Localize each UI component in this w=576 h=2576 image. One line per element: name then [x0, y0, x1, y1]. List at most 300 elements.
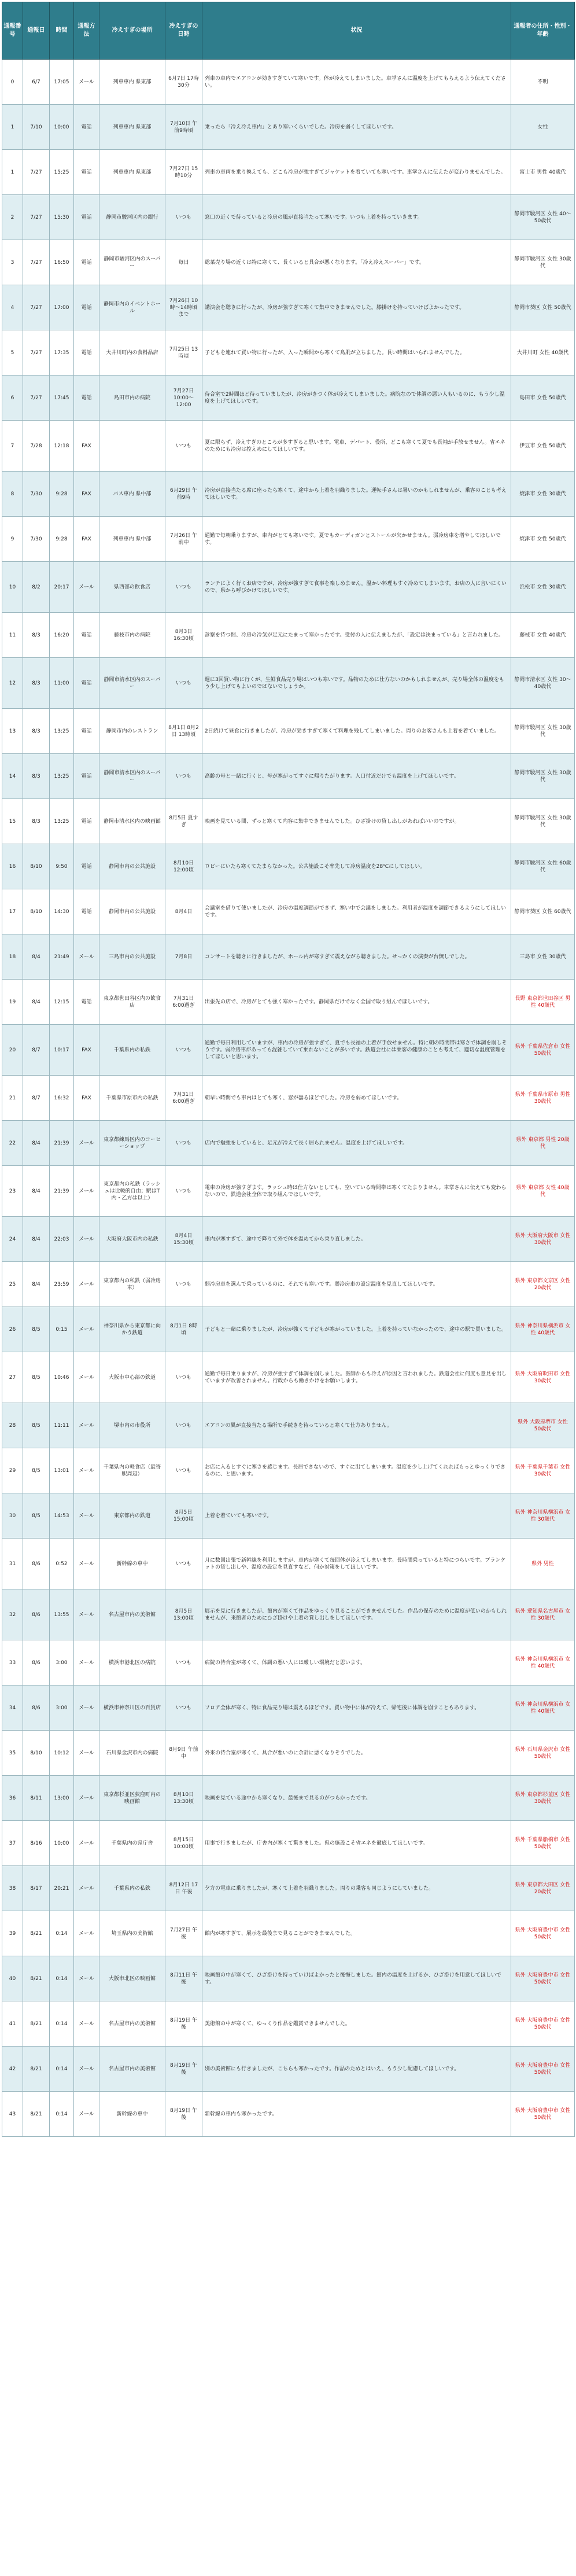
cell-no: 25	[2, 1262, 23, 1307]
cell-place: 大阪市中心部の鉄道	[99, 1352, 165, 1403]
cell-no: 33	[2, 1640, 23, 1686]
cell-time: 10:00	[50, 1821, 74, 1866]
cell-no: 32	[2, 1589, 23, 1640]
cell-method: メール	[74, 1121, 99, 1166]
table-row	[2, 1589, 575, 1640]
cell-when: 8月19日 午後	[165, 2001, 202, 2047]
cell-time: 21:49	[50, 934, 74, 980]
cell-time: 17:00	[50, 285, 74, 330]
cell-when: いつも	[165, 195, 202, 240]
cell-when: 7月26日 10時～14時頃まで	[165, 285, 202, 330]
cell-method: メール	[74, 1307, 99, 1352]
cell-place: 静岡市清水区内のスーパー	[99, 754, 165, 799]
cell-time: 10:12	[50, 1731, 74, 1776]
cell-time: 9:28	[50, 517, 74, 562]
cell-method: メール	[74, 1589, 99, 1640]
cell-reporter: 県外 男性	[511, 1539, 575, 1589]
cell-date: 8/4	[23, 1262, 50, 1307]
cell-no: 5	[2, 330, 23, 376]
cell-when: 6月7日 17時30分	[165, 60, 202, 105]
cell-place: 埼玉県内の美術館	[99, 1911, 165, 1956]
cell-method: 電話	[74, 613, 99, 658]
cell-method: メール	[74, 1448, 99, 1493]
cell-time: 17:35	[50, 330, 74, 376]
cell-date: 7/27	[23, 285, 50, 330]
cell-place: 新幹線の車中	[99, 1539, 165, 1589]
cell-time: 10:00	[50, 105, 74, 150]
cell-method: メール	[74, 1776, 99, 1821]
cell-time: 14:53	[50, 1493, 74, 1539]
cell-time: 17:05	[50, 60, 74, 105]
table-row	[2, 1821, 575, 1866]
cell-date: 7/27	[23, 376, 50, 421]
cell-no: 19	[2, 980, 23, 1025]
cell-status: 朝早い時間でも車内はとても寒く、窓が曇るほどでした。冷房を弱めてほしいです。	[202, 1076, 511, 1121]
table-row	[2, 285, 575, 330]
cell-when: 8月10日 13:30頃	[165, 1776, 202, 1821]
cell-when: 8月5日 夏すぎ	[165, 799, 202, 844]
cell-place: 東京都内の私鉄（弱冷房車）	[99, 1262, 165, 1307]
cell-date: 8/3	[23, 709, 50, 754]
table-row	[2, 105, 575, 150]
cell-place: 東京都内の私鉄（ラッシュは比較的自由；駅はT内・乙方は以上）	[99, 1166, 165, 1217]
cell-time: 0:52	[50, 1539, 74, 1589]
table-row	[2, 421, 575, 472]
cell-date: 8/3	[23, 799, 50, 844]
cell-method: メール	[74, 1262, 99, 1307]
cell-place: 東京都練馬区内のコーヒーショップ	[99, 1121, 165, 1166]
header-status: 状況	[202, 2, 511, 60]
cell-place: バス車内 県中部	[99, 472, 165, 517]
cell-reporter: 静岡市駿河区 女性 40～50歳代	[511, 195, 575, 240]
cell-place: 島田市内の病院	[99, 376, 165, 421]
cell-date: 8/21	[23, 1911, 50, 1956]
cell-method: 電話	[74, 658, 99, 709]
cell-status: 外来の待合室が寒くて、具合が悪いのに余計に悪くなりそうでした。	[202, 1731, 511, 1776]
cell-date: 8/11	[23, 1776, 50, 1821]
table-row	[2, 1776, 575, 1821]
cell-when: 8月15日 10:00頃	[165, 1821, 202, 1866]
cell-time: 20:21	[50, 1866, 74, 1911]
table-row	[2, 1307, 575, 1352]
cell-method: メール	[74, 1866, 99, 1911]
header-no: 通報番号	[2, 2, 23, 60]
cell-date: 7/28	[23, 421, 50, 472]
header-reporter: 通報者の住所・性別・年齢	[511, 2, 575, 60]
cell-status: 通勤で毎朝乗りますが、車内がとても寒いです。夏でもカーディガンとストールが欠かせません。弱冷房車を増やしてほしいです。	[202, 517, 511, 562]
cell-no: 16	[2, 844, 23, 889]
cell-time: 0:14	[50, 2047, 74, 2092]
cell-status: 上着を着ていても寒いです。	[202, 1493, 511, 1539]
cell-date: 8/21	[23, 2047, 50, 2092]
cell-when: 7月27日 15時10分	[165, 150, 202, 195]
cell-place: 千葉県市原市内の私鉄	[99, 1076, 165, 1121]
cell-no: 34	[2, 1686, 23, 1731]
cell-no: 37	[2, 1821, 23, 1866]
cell-time: 12:15	[50, 980, 74, 1025]
cell-date: 8/7	[23, 1025, 50, 1076]
cell-status: 週に3回買い物に行くが、生鮮食品売り場はいつも寒いです。品物のために仕方ないのかもしれませんが、売り場全体の温度をもう少し上げてもよいのではないでしょうか。	[202, 658, 511, 709]
cell-time: 0:14	[50, 2001, 74, 2047]
cell-status: 総菜売り場の近くは特に寒くて、長くいると具合が悪くなります。「冷え冷えスーパー」です。	[202, 240, 511, 285]
cell-reporter: 県外 神奈川県横浜市 女性 40歳代	[511, 1307, 575, 1352]
cell-reporter: 県外 千葉県市原市 男性 30歳代	[511, 1076, 575, 1121]
cell-when: いつも	[165, 1352, 202, 1403]
cell-status: 映画館の中が寒くて、ひざ掛けを持っていけばよかったと後悔しました。館内の温度を上げるか、ひざ掛けを用意してほしいです。	[202, 1956, 511, 2001]
cell-time: 16:50	[50, 240, 74, 285]
table-row	[2, 150, 575, 195]
cell-when: いつも	[165, 1262, 202, 1307]
cell-status: 美術館の中が寒くて、ゆっくり作品を鑑賞できませんでした。	[202, 2001, 511, 2047]
cell-no: 14	[2, 754, 23, 799]
cell-status: 車内が寒すぎて、途中で降りて外で体を温めてから乗り直しました。	[202, 1217, 511, 1262]
cell-status: コンサートを聴きに行きましたが、ホール内が寒すぎて震えながら聴きました。せっかくの演奏が台無しでした。	[202, 934, 511, 980]
table-body	[2, 60, 575, 2137]
cell-place: 三島市内の公共施設	[99, 934, 165, 980]
cell-place: 東京都内の鉄道	[99, 1493, 165, 1539]
table-row	[2, 517, 575, 562]
table-row	[2, 60, 575, 105]
cell-reporter: 伊豆市 女性 50歳代	[511, 421, 575, 472]
cell-method: メール	[74, 1352, 99, 1403]
cell-reporter: 島田市 女性 50歳代	[511, 376, 575, 421]
cell-time: 9:50	[50, 844, 74, 889]
cell-when: 8月4日	[165, 889, 202, 934]
cell-method: 電話	[74, 709, 99, 754]
table-row	[2, 240, 575, 285]
table-row	[2, 934, 575, 980]
cell-place: 静岡市内のイベントホール	[99, 285, 165, 330]
cell-date: 8/4	[23, 1217, 50, 1262]
cell-date: 7/27	[23, 240, 50, 285]
cell-time: 13:25	[50, 709, 74, 754]
cell-reporter: 県外 東京都 男性 20歳代	[511, 1121, 575, 1166]
cell-when: 7月8日	[165, 934, 202, 980]
cell-no: 28	[2, 1403, 23, 1448]
cell-time: 13:25	[50, 754, 74, 799]
header-place: 冷えすぎの場所	[99, 2, 165, 60]
cell-method: 電話	[74, 195, 99, 240]
cell-method: メール	[74, 1731, 99, 1776]
cell-time: 22:03	[50, 1217, 74, 1262]
cell-no: 1	[2, 150, 23, 195]
cell-status: 待合室で2時間ほど待っていましたが、冷房がきつく体が冷えてしまいました。病院なので体調の悪い人もいるのに、もう少し温度を上げてほしいです。	[202, 376, 511, 421]
cell-place: 列車車内 県東部	[99, 105, 165, 150]
cell-reporter: 不明	[511, 60, 575, 105]
cell-date: 8/7	[23, 1076, 50, 1121]
cell-place: 横浜市神奈川区の百貨店	[99, 1686, 165, 1731]
cell-reporter: 女性	[511, 105, 575, 150]
cell-date: 8/5	[23, 1448, 50, 1493]
cell-date: 8/5	[23, 1352, 50, 1403]
cell-no: 22	[2, 1121, 23, 1166]
cell-time: 13:55	[50, 1589, 74, 1640]
cell-reporter: 焼津市 女性 30歳代	[511, 472, 575, 517]
cell-no: 1	[2, 105, 23, 150]
cell-status: 列車の車内でエアコンが効きすぎていて寒いです。体が冷えてしまいました。車掌さんに温度を上げてもらえるよう伝えてください。	[202, 60, 511, 105]
cell-status: 2日続けて昼食に行きましたが、冷房が効きすぎて寒くて料理を残してしまいました。周りのお客さんも上着を着ていました。	[202, 709, 511, 754]
cell-reporter: 県外 東京都大田区 女性 20歳代	[511, 1866, 575, 1911]
cell-reporter: 富士市 男性 40歳代	[511, 150, 575, 195]
cell-status: 用事で行きましたが、庁舎内が寒くて驚きました。県の施設こそ省エネを徹底してほしいです。	[202, 1821, 511, 1866]
table-row	[2, 844, 575, 889]
cell-no: 21	[2, 1076, 23, 1121]
cell-date: 8/10	[23, 844, 50, 889]
cell-method: メール	[74, 1640, 99, 1686]
cell-date: 8/3	[23, 658, 50, 709]
cell-when: 7月31日 6:00過ぎ	[165, 1076, 202, 1121]
cell-status: お店に入るとすぐに寒さを感じます。長居できないので、すぐに出てしまいます。温度を少し上げてくれればもっとゆっくりできるのに、と思います。	[202, 1448, 511, 1493]
cell-date: 8/6	[23, 1539, 50, 1589]
cell-when: 8月5日 13:00頃	[165, 1589, 202, 1640]
cell-date: 8/16	[23, 1821, 50, 1866]
table-row	[2, 613, 575, 658]
cell-reporter: 長野 東京都世田谷区 男性 40歳代	[511, 980, 575, 1025]
cell-no: 8	[2, 472, 23, 517]
cell-date: 7/27	[23, 330, 50, 376]
cell-when: 8月1日 8時頃	[165, 1307, 202, 1352]
cell-when: いつも	[165, 1640, 202, 1686]
table-row	[2, 195, 575, 240]
cell-status: 別の美術館にも行きましたが、こちらも寒かったです。作品のためとはいえ、もう少し配慮してほしいです。	[202, 2047, 511, 2092]
cell-no: 7	[2, 421, 23, 472]
cell-method: 電話	[74, 799, 99, 844]
cell-reporter: 県外 千葉県千葉市 女性 30歳代	[511, 1448, 575, 1493]
cell-time: 17:45	[50, 376, 74, 421]
cell-when: いつも	[165, 562, 202, 613]
table-row	[2, 889, 575, 934]
cell-method: メール	[74, 60, 99, 105]
cell-time: 13:25	[50, 799, 74, 844]
cell-place	[99, 421, 165, 472]
cell-time: 0:14	[50, 1956, 74, 2001]
cell-reporter: 県外 大阪府豊中市 女性 50歳代	[511, 1956, 575, 2001]
cell-when: いつも	[165, 658, 202, 709]
table-row	[2, 980, 575, 1025]
cell-place: 大井川町内の食料品店	[99, 330, 165, 376]
cell-no: 41	[2, 2001, 23, 2047]
table-row	[2, 1403, 575, 1448]
cell-method: メール	[74, 1911, 99, 1956]
table-row	[2, 1166, 575, 1217]
cell-date: 8/5	[23, 1307, 50, 1352]
cell-place: 名古屋市内の美術館	[99, 2047, 165, 2092]
cell-date: 8/10	[23, 1731, 50, 1776]
cell-method: FAX	[74, 1025, 99, 1076]
cell-when: 8月3日 16:30頃	[165, 613, 202, 658]
cell-time: 15:25	[50, 150, 74, 195]
header-row	[2, 2, 575, 60]
cell-method: メール	[74, 1166, 99, 1217]
cell-place: 大阪府大阪市内の私鉄	[99, 1217, 165, 1262]
cell-reporter: 焼津市 女性 50歳代	[511, 517, 575, 562]
cell-time: 13:00	[50, 1776, 74, 1821]
cell-method: FAX	[74, 517, 99, 562]
cell-method: メール	[74, 1539, 99, 1589]
cell-time: 0:14	[50, 1911, 74, 1956]
cell-date: 8/10	[23, 889, 50, 934]
cell-time: 14:30	[50, 889, 74, 934]
cell-date: 8/4	[23, 934, 50, 980]
cell-place: 県西部の飲食店	[99, 562, 165, 613]
cell-reporter: 県外 大阪府堺市 女性 50歳代	[511, 1403, 575, 1448]
cell-method: メール	[74, 1686, 99, 1731]
cell-when: 7月25日 13時頃	[165, 330, 202, 376]
cell-no: 18	[2, 934, 23, 980]
cell-place: 静岡市駿河区内のスーパー	[99, 240, 165, 285]
cell-place: 列車車内 県東部	[99, 60, 165, 105]
cell-time: 9:28	[50, 472, 74, 517]
cell-when: いつも	[165, 1166, 202, 1217]
cell-place: 静岡市内のレストラン	[99, 709, 165, 754]
cell-no: 38	[2, 1866, 23, 1911]
table-row	[2, 2092, 575, 2137]
cell-date: 8/6	[23, 1640, 50, 1686]
cell-when: いつも	[165, 1448, 202, 1493]
cell-reporter: 県外 神奈川県横浜市 女性 30歳代	[511, 1493, 575, 1539]
table-row	[2, 1448, 575, 1493]
cell-date: 8/5	[23, 1403, 50, 1448]
cell-no: 17	[2, 889, 23, 934]
cell-when: 7月26日 午前中	[165, 517, 202, 562]
cell-time: 0:14	[50, 2092, 74, 2137]
cell-place: 堺市内の市役所	[99, 1403, 165, 1448]
cell-status: 新幹線の車内も寒かったです。	[202, 2092, 511, 2137]
cell-place: 列車車内 県中部	[99, 517, 165, 562]
table-row	[2, 1731, 575, 1776]
cell-when: いつも	[165, 1403, 202, 1448]
cell-method: メール	[74, 1403, 99, 1448]
cell-date: 7/27	[23, 150, 50, 195]
cell-no: 40	[2, 1956, 23, 2001]
cell-time: 21:39	[50, 1121, 74, 1166]
cell-reporter: 浜松市 女性 30歳代	[511, 562, 575, 613]
table-row	[2, 1493, 575, 1539]
cell-no: 20	[2, 1025, 23, 1076]
table-row	[2, 376, 575, 421]
table-row	[2, 1956, 575, 2001]
cell-place: 横浜市港北区の病院	[99, 1640, 165, 1686]
cell-status: 診察を待つ間、冷房の冷気が足元にたまって寒かったです。受付の人に伝えましたが、「設定は決まっている」と言われました。	[202, 613, 511, 658]
cell-method: メール	[74, 1956, 99, 2001]
cell-status: 映画を見ている間、ずっと寒くて内容に集中できませんでした。ひざ掛けの貸し出しがあればいいのですが。	[202, 799, 511, 844]
cell-no: 23	[2, 1166, 23, 1217]
cell-date: 8/3	[23, 613, 50, 658]
table-row	[2, 709, 575, 754]
cell-date: 7/30	[23, 472, 50, 517]
cell-method: メール	[74, 2047, 99, 2092]
cell-no: 0	[2, 60, 23, 105]
cell-place: 東京都世田谷区内の飲食店	[99, 980, 165, 1025]
cell-no: 6	[2, 376, 23, 421]
cell-when: 8月4日 15:30頃	[165, 1217, 202, 1262]
cell-status: 高齢の母と一緒に行くと、母が寒がってすぐに帰りたがります。入口付近だけでも温度を上げてほしいです。	[202, 754, 511, 799]
cell-when: 8月1日 8月2日 13時頃	[165, 709, 202, 754]
table-row	[2, 330, 575, 376]
cell-place: 千葉県内の県庁舎	[99, 1821, 165, 1866]
cell-no: 35	[2, 1731, 23, 1776]
table-row	[2, 1866, 575, 1911]
cell-no: 2	[2, 195, 23, 240]
cell-status: 冷房が直接当たる席に座ったら寒くて、途中から上着を羽織りました。運転手さんは暑いのかもしれませんが、乗客のことも考えてほしいです。	[202, 472, 511, 517]
cell-method: FAX	[74, 1076, 99, 1121]
cell-method: 電話	[74, 285, 99, 330]
table-row	[2, 1076, 575, 1121]
cell-when: いつも	[165, 1025, 202, 1076]
cell-method: 電話	[74, 889, 99, 934]
complaint-table	[2, 2, 575, 2137]
cell-reporter: 県外 愛知県名古屋市 女性 30歳代	[511, 1589, 575, 1640]
cell-reporter: 県外 大阪府豊中市 女性 50歳代	[511, 2047, 575, 2092]
cell-place: 列車車内 県東部	[99, 150, 165, 195]
cell-method: 電話	[74, 376, 99, 421]
cell-status: 展示を見に行きましたが、館内が寒くて作品をゆっくり見ることができませんでした。作品の保存のために温度が低いのかもしれませんが、来館者のためにひざ掛けや上着の貸し出しをしてほしいです。	[202, 1589, 511, 1640]
cell-no: 31	[2, 1539, 23, 1589]
cell-status: ロビーにいたら寒くてたまらなかった。公共施設こそ率先して冷房温度を28℃にしてほしい。	[202, 844, 511, 889]
cell-when: 8月11日 午後	[165, 1956, 202, 2001]
header-time: 時間	[50, 2, 74, 60]
cell-place: 静岡市内の公共施設	[99, 844, 165, 889]
cell-reporter: 県外 千葉県船橋市 女性 50歳代	[511, 1821, 575, 1866]
cell-when: 6月29日 午前9時	[165, 472, 202, 517]
cell-no: 30	[2, 1493, 23, 1539]
cell-reporter: 藤枝市 女性 40歳代	[511, 613, 575, 658]
cell-no: 29	[2, 1448, 23, 1493]
cell-status: 弱冷房車を選んで乗っているのに、それでも寒いです。弱冷房車の設定温度を見直してほしいです。	[202, 1262, 511, 1307]
cell-date: 8/4	[23, 1166, 50, 1217]
cell-reporter: 県外 東京都杉並区 女性 30歳代	[511, 1776, 575, 1821]
cell-when: 8月5日 15:00頃	[165, 1493, 202, 1539]
cell-place: 千葉県内の軽食店（最寄駅周辺）	[99, 1448, 165, 1493]
cell-status: ランチによく行くお店ですが、冷房が強すぎて食事を楽しめません。温かい料理もすぐ冷めてしまいます。お店の人に言いにくいので、県から呼びかけてほしいです。	[202, 562, 511, 613]
cell-status: 乗ったら「冷え冷え車内」とあり寒いくらいでした。冷房を弱くしてほしいです。	[202, 105, 511, 150]
cell-place: 静岡市駿河区内の銀行	[99, 195, 165, 240]
cell-status: 館内が寒すぎて、展示を最後まで見ることができませんでした。	[202, 1911, 511, 1956]
cell-date: 8/4	[23, 1121, 50, 1166]
cell-method: FAX	[74, 421, 99, 472]
cell-date: 7/27	[23, 195, 50, 240]
cell-reporter: 静岡市清水区 女性 30～40歳代	[511, 658, 575, 709]
cell-status: 列車の車両を乗り換えても、どこも冷房が強すぎてジャケットを着ていても寒いです。車掌さんに伝えたが変わりませんでした。	[202, 150, 511, 195]
cell-place: 神奈川県から東京都に向かう鉄道	[99, 1307, 165, 1352]
cell-place: 静岡市清水区内のスーパー	[99, 658, 165, 709]
cell-date: 7/30	[23, 517, 50, 562]
table-row	[2, 2001, 575, 2047]
cell-status: 会議室を借りて使いましたが、冷房の温度調節ができず、寒い中で会議をしました。利用者が温度を調節できるようにしてほしいです。	[202, 889, 511, 934]
table-row	[2, 1025, 575, 1076]
table-row	[2, 1121, 575, 1166]
cell-place: 千葉県内の私鉄	[99, 1866, 165, 1911]
cell-reporter: 県外 大阪府豊中市 女性 50歳代	[511, 1911, 575, 1956]
cell-when: 7月27日 午後	[165, 1911, 202, 1956]
cell-reporter: 県外 大阪府豊中市 女性 50歳代	[511, 2001, 575, 2047]
cell-when: 7月27日 10:00～12:00	[165, 376, 202, 421]
cell-time: 11:00	[50, 658, 74, 709]
table-row	[2, 799, 575, 844]
table-row	[2, 472, 575, 517]
cell-date: 6/7	[23, 60, 50, 105]
cell-method: メール	[74, 1821, 99, 1866]
cell-no: 42	[2, 2047, 23, 2092]
cell-when: 8月19日 午後	[165, 2092, 202, 2137]
cell-status: 店内で勉強をしていると、足元が冷えて長く居られません。温度を上げてほしいです。	[202, 1121, 511, 1166]
cell-method: メール	[74, 2092, 99, 2137]
cell-method: メール	[74, 562, 99, 613]
cell-when: 8月12日 17日 午後	[165, 1866, 202, 1911]
cell-method: 電話	[74, 105, 99, 150]
cell-place: 静岡市清水区内の映画館	[99, 799, 165, 844]
cell-status: 出張先の店で、冷房がとても強く寒かったです。静岡県だけでなく全国で取り組んでほしいです。	[202, 980, 511, 1025]
